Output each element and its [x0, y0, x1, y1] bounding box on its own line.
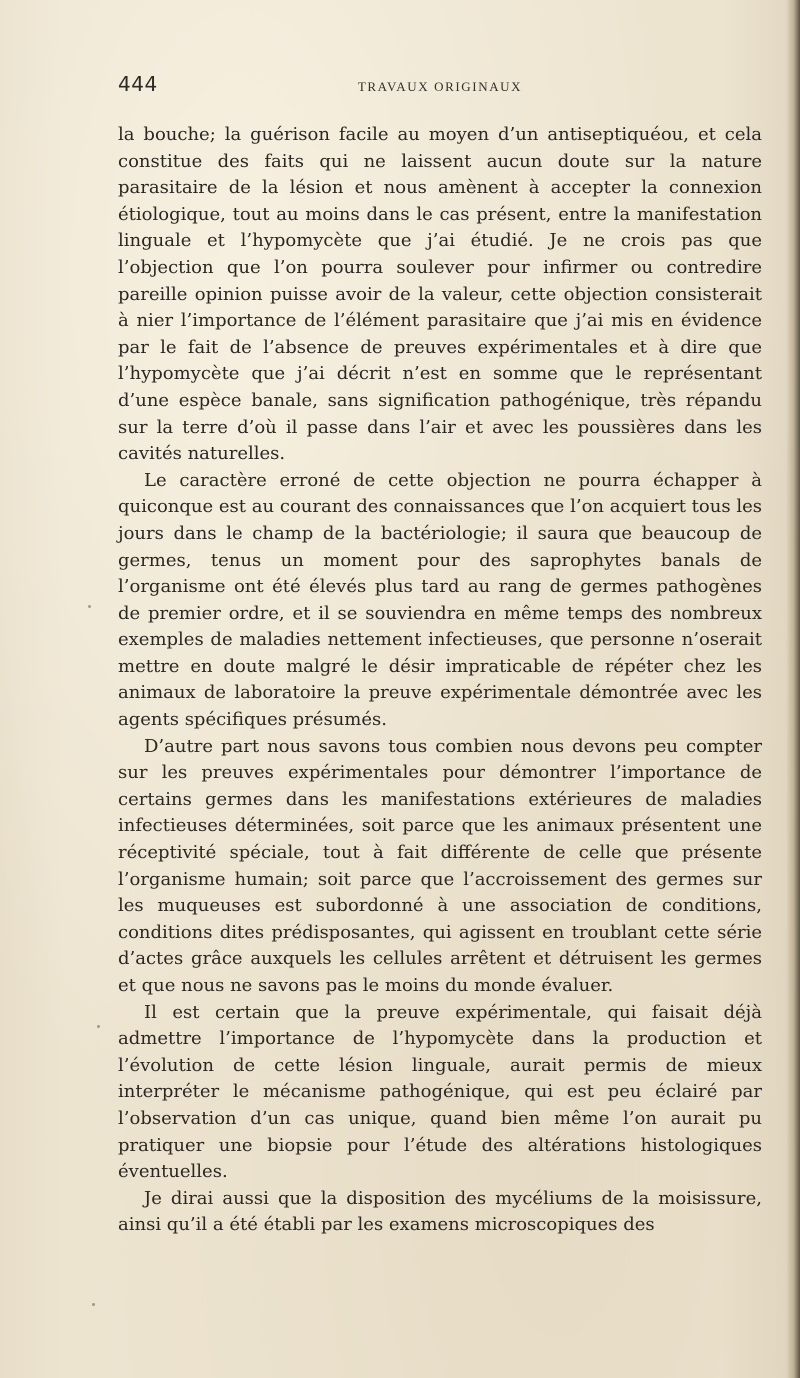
- paragraph: D’autre part nous savons tous combien nous devons peu compter sur les preuves expérimentales pour démontrer l’importance de certains germes dans les manifestations extérieures de maladies infectieuses déterminées, soit parce que les animaux présentent une réceptivité spéciale, tout à fait différente de celle que présente l’organisme humain; soit parce que l’accroissement des germes sur les muqueuses est subordonné à une association de conditions, conditions dites prédisposantes, qui agissent en troublant cette série d’actes grâce auxquels les cellules arrêtent et détruisent les germes et que nous ne savons pas le moins du monde évaluer.: [118, 735, 762, 996]
- body-text: [118, 122, 762, 1239]
- running-title: TRAVAUX ORIGINAUX: [357, 79, 523, 94]
- paragraph: Il est certain que la preuve expérimentale, qui faisait déjà admettre l’importance de l’hypomycète dans la production et l’évolution de cette lésion linguale, aurait permis de mieux interpréter le mécanisme pathogénique, qui est peu éclairé par l’observation d’un cas unique, quand bien même l’on aurait pu pratiquer une biopsie pour l’étude des altérations histologiques éventuelles.: [118, 1001, 762, 1183]
- paragraph: Le caractère erroné de cette objection ne pourra échapper à quiconque est au courant des connaissances que l’on acquiert tous les jours dans le champ de la bactériologie; il saura que beaucoup de germes, tenus un moment pour des saprophytes banals de l’organisme ont été élevés plus tard au rang de germes pathogènes de premier ordre, et il se souviendra en même temps des nombreux exemples de maladies nettement infectieuses, que personne n’oserait mettre en doute malgré le désir impraticable de répéter chez les animaux de laboratoire la preuve expérimentale démontrée avec les agents spécifiques présumés.: [118, 469, 762, 731]
- page-number: 444: [118, 72, 158, 96]
- paragraph: la bouche; la guérison facile au moyen d’un antiseptiquéou, et cela constitue des faits qui ne laissent aucun doute sur la nature parasitaire de la lésion et nous amènent à accepter la connexion étiologique, tout au moins dans le cas présent, entre la manifestation linguale et l’hypomycète que j’ai étudié. Je ne crois pas que l’objection que l’on pourra soulever pour infirmer ou contredire pareille opinion puisse avoir de la valeur, cette objection consisterait à nier l’importance de l’élément parasitaire que j’ai mis en évidence par le fait de l’absence de preuves expérimentales et à dire que l’hypomycète que j’ai décrit n’est en somme que le représentant d’une espèce banale, sans signification pathogénique, très répandu sur la terre d’où il passe dans l’air et avec les poussières dans les cavités naturelles.: [118, 124, 762, 465]
- paragraph: Je dirai aussi que la disposition des mycéliums de la moisissure, ainsi qu’il a été établi par les examens microscopiques des: [118, 1187, 762, 1236]
- page-edge-shadow: [786, 0, 800, 1378]
- page-header: [118, 72, 762, 102]
- paper-speck: [97, 1025, 100, 1028]
- paper-speck: [88, 605, 91, 608]
- paper-speck: [92, 1303, 95, 1306]
